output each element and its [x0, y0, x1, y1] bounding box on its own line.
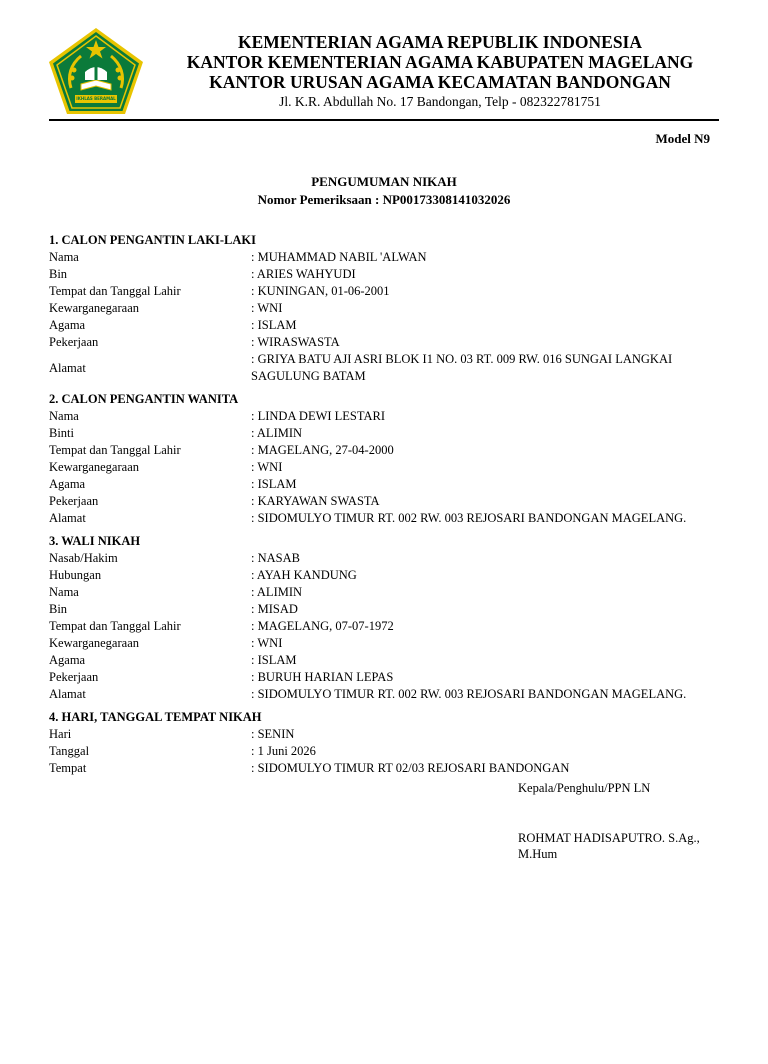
field-label: Nasab/Hakim — [49, 551, 118, 565]
section-guardian — [49, 533, 729, 703]
field-value: : SIDOMULYO TIMUR RT 02/03 REJOSARI BANDONGAN — [251, 761, 570, 775]
section-heading: 1. CALON PENGANTIN LAKI-LAKI — [49, 233, 256, 247]
field-row — [49, 334, 729, 351]
field-row — [49, 459, 729, 476]
field-value: : ISLAM — [251, 477, 297, 491]
field-label: Agama — [49, 653, 86, 667]
field-row — [49, 351, 729, 385]
ministry-name: KEMENTERIAN AGAMA REPUBLIK INDONESIA — [237, 32, 642, 52]
header-divider — [49, 119, 719, 121]
field-value: : SIDOMULYO TIMUR RT. 002 RW. 003 REJOSARI BANDONGAN MAGELANG. — [251, 511, 687, 525]
field-label: Binti — [49, 426, 75, 440]
field-row — [49, 408, 729, 425]
field-value: : SIDOMULYO TIMUR RT. 002 RW. 003 REJOSARI BANDONGAN MAGELANG. — [251, 687, 687, 701]
field-row — [49, 283, 729, 300]
field-row — [49, 249, 729, 266]
section-groom — [49, 232, 729, 385]
field-row — [49, 442, 729, 459]
announcement-body — [49, 230, 729, 777]
field-value: : MAGELANG, 07-07-1972 — [251, 619, 394, 633]
field-value: : WNI — [251, 636, 283, 650]
field-value: : MISAD — [251, 602, 298, 616]
field-label: Alamat — [49, 360, 86, 375]
field-label: Alamat — [49, 687, 86, 701]
field-label: Nama — [49, 250, 79, 264]
sub-office-name: KANTOR URUSAN AGAMA KECAMATAN BANDONGAN — [209, 72, 671, 92]
field-value: : ARIES WAHYUDI — [251, 267, 356, 281]
field-label: Tempat dan Tanggal Lahir — [49, 443, 181, 457]
field-row — [49, 266, 729, 283]
office-name: KANTOR KEMENTERIAN AGAMA KABUPATEN MAGELANG — [186, 52, 694, 72]
field-label: Tempat dan Tanggal Lahir — [49, 284, 181, 298]
signatory-role: Kepala/Penghulu/PPN LN — [518, 781, 651, 795]
field-value: : NASAB — [251, 551, 300, 565]
section-wedding-schedule — [49, 709, 729, 777]
field-value: : KARYAWAN SWASTA — [251, 494, 380, 508]
field-value: : ISLAM — [251, 318, 297, 332]
field-value: : WNI — [251, 460, 283, 474]
field-row — [49, 601, 729, 618]
field-label: Kewarganegaraan — [49, 636, 139, 650]
field-label: Pekerjaan — [49, 335, 99, 349]
field-row — [49, 743, 729, 760]
field-row — [49, 550, 729, 567]
field-label: Agama — [49, 477, 86, 491]
field-value: : ALIMIN — [251, 426, 303, 440]
field-row — [49, 425, 729, 442]
field-row — [49, 493, 729, 510]
form-model-label: Model N9 — [655, 131, 710, 146]
field-row — [49, 618, 729, 635]
field-label: Pekerjaan — [49, 494, 99, 508]
field-value: : WIRASWASTA — [251, 335, 340, 349]
field-label: Hari — [49, 727, 72, 741]
field-row — [49, 652, 729, 669]
field-value: : 1 Juni 2026 — [251, 744, 316, 758]
field-value: : SENIN — [251, 727, 295, 741]
field-label: Pekerjaan — [49, 670, 99, 684]
field-label: Alamat — [49, 511, 86, 525]
field-value: : AYAH KANDUNG — [251, 568, 357, 582]
field-label: Tempat — [49, 761, 87, 775]
field-label: Kewarganegaraan — [49, 301, 139, 315]
logo-ribbon-text: IKHLAS BERAMAL — [76, 96, 116, 101]
field-label: Bin — [49, 267, 68, 281]
field-value: : MAGELANG, 27-04-2000 — [251, 443, 394, 457]
field-row — [49, 510, 729, 527]
field-label: Hubungan — [49, 568, 102, 582]
field-value: : WNI — [251, 301, 283, 315]
examination-number: Nomor Pemeriksaan : NP00173308141032026 — [257, 192, 511, 207]
field-label: Bin — [49, 602, 68, 616]
document-title-block — [0, 173, 768, 209]
document-title: PENGUMUMAN NIKAH — [311, 174, 457, 189]
field-label: Tempat dan Tanggal Lahir — [49, 619, 181, 633]
signatory-name: ROHMAT HADISAPUTRO. S.Ag., — [518, 831, 700, 845]
field-label: Kewarganegaraan — [49, 460, 139, 474]
field-row — [49, 476, 729, 493]
signatory-name-block — [518, 830, 700, 862]
field-row — [49, 567, 729, 584]
field-value: : ALIMIN — [251, 585, 303, 599]
letterhead — [160, 32, 720, 111]
field-value: : KUNINGAN, 01-06-2001 — [251, 284, 390, 298]
field-row — [49, 726, 729, 743]
field-value: : MUHAMMAD NABIL 'ALWAN — [251, 250, 427, 264]
field-row — [49, 300, 729, 317]
section-heading: 4. HARI, TANGGAL TEMPAT NIKAH — [49, 710, 262, 724]
section-bride — [49, 391, 729, 527]
section-heading: 3. WALI NIKAH — [49, 534, 141, 548]
section-heading: 2. CALON PENGANTIN WANITA — [49, 392, 239, 406]
field-row — [49, 760, 729, 777]
field-value: : BURUH HARIAN LEPAS — [251, 670, 394, 684]
field-row — [49, 669, 729, 686]
field-label: Nama — [49, 409, 79, 423]
signatory-title: M.Hum — [518, 847, 558, 861]
field-label: Nama — [49, 585, 79, 599]
field-row — [49, 317, 729, 334]
field-label: Agama — [49, 318, 86, 332]
field-row — [49, 686, 729, 703]
field-row — [49, 584, 729, 601]
field-value: : LINDA DEWI LESTARI — [251, 409, 386, 423]
office-address: Jl. K.R. Abdullah No. 17 Bandongan, Telp - 082322781751 — [279, 94, 601, 109]
field-value: : ISLAM — [251, 653, 297, 667]
field-label: Tanggal — [49, 744, 90, 758]
field-row — [49, 635, 729, 652]
field-value: : GRIYA BATU AJI ASRI BLOK I1 NO. 03 RT. 009 RW. 016 SUNGAI LANGKAI SAGULUNG BATAM — [251, 352, 673, 383]
